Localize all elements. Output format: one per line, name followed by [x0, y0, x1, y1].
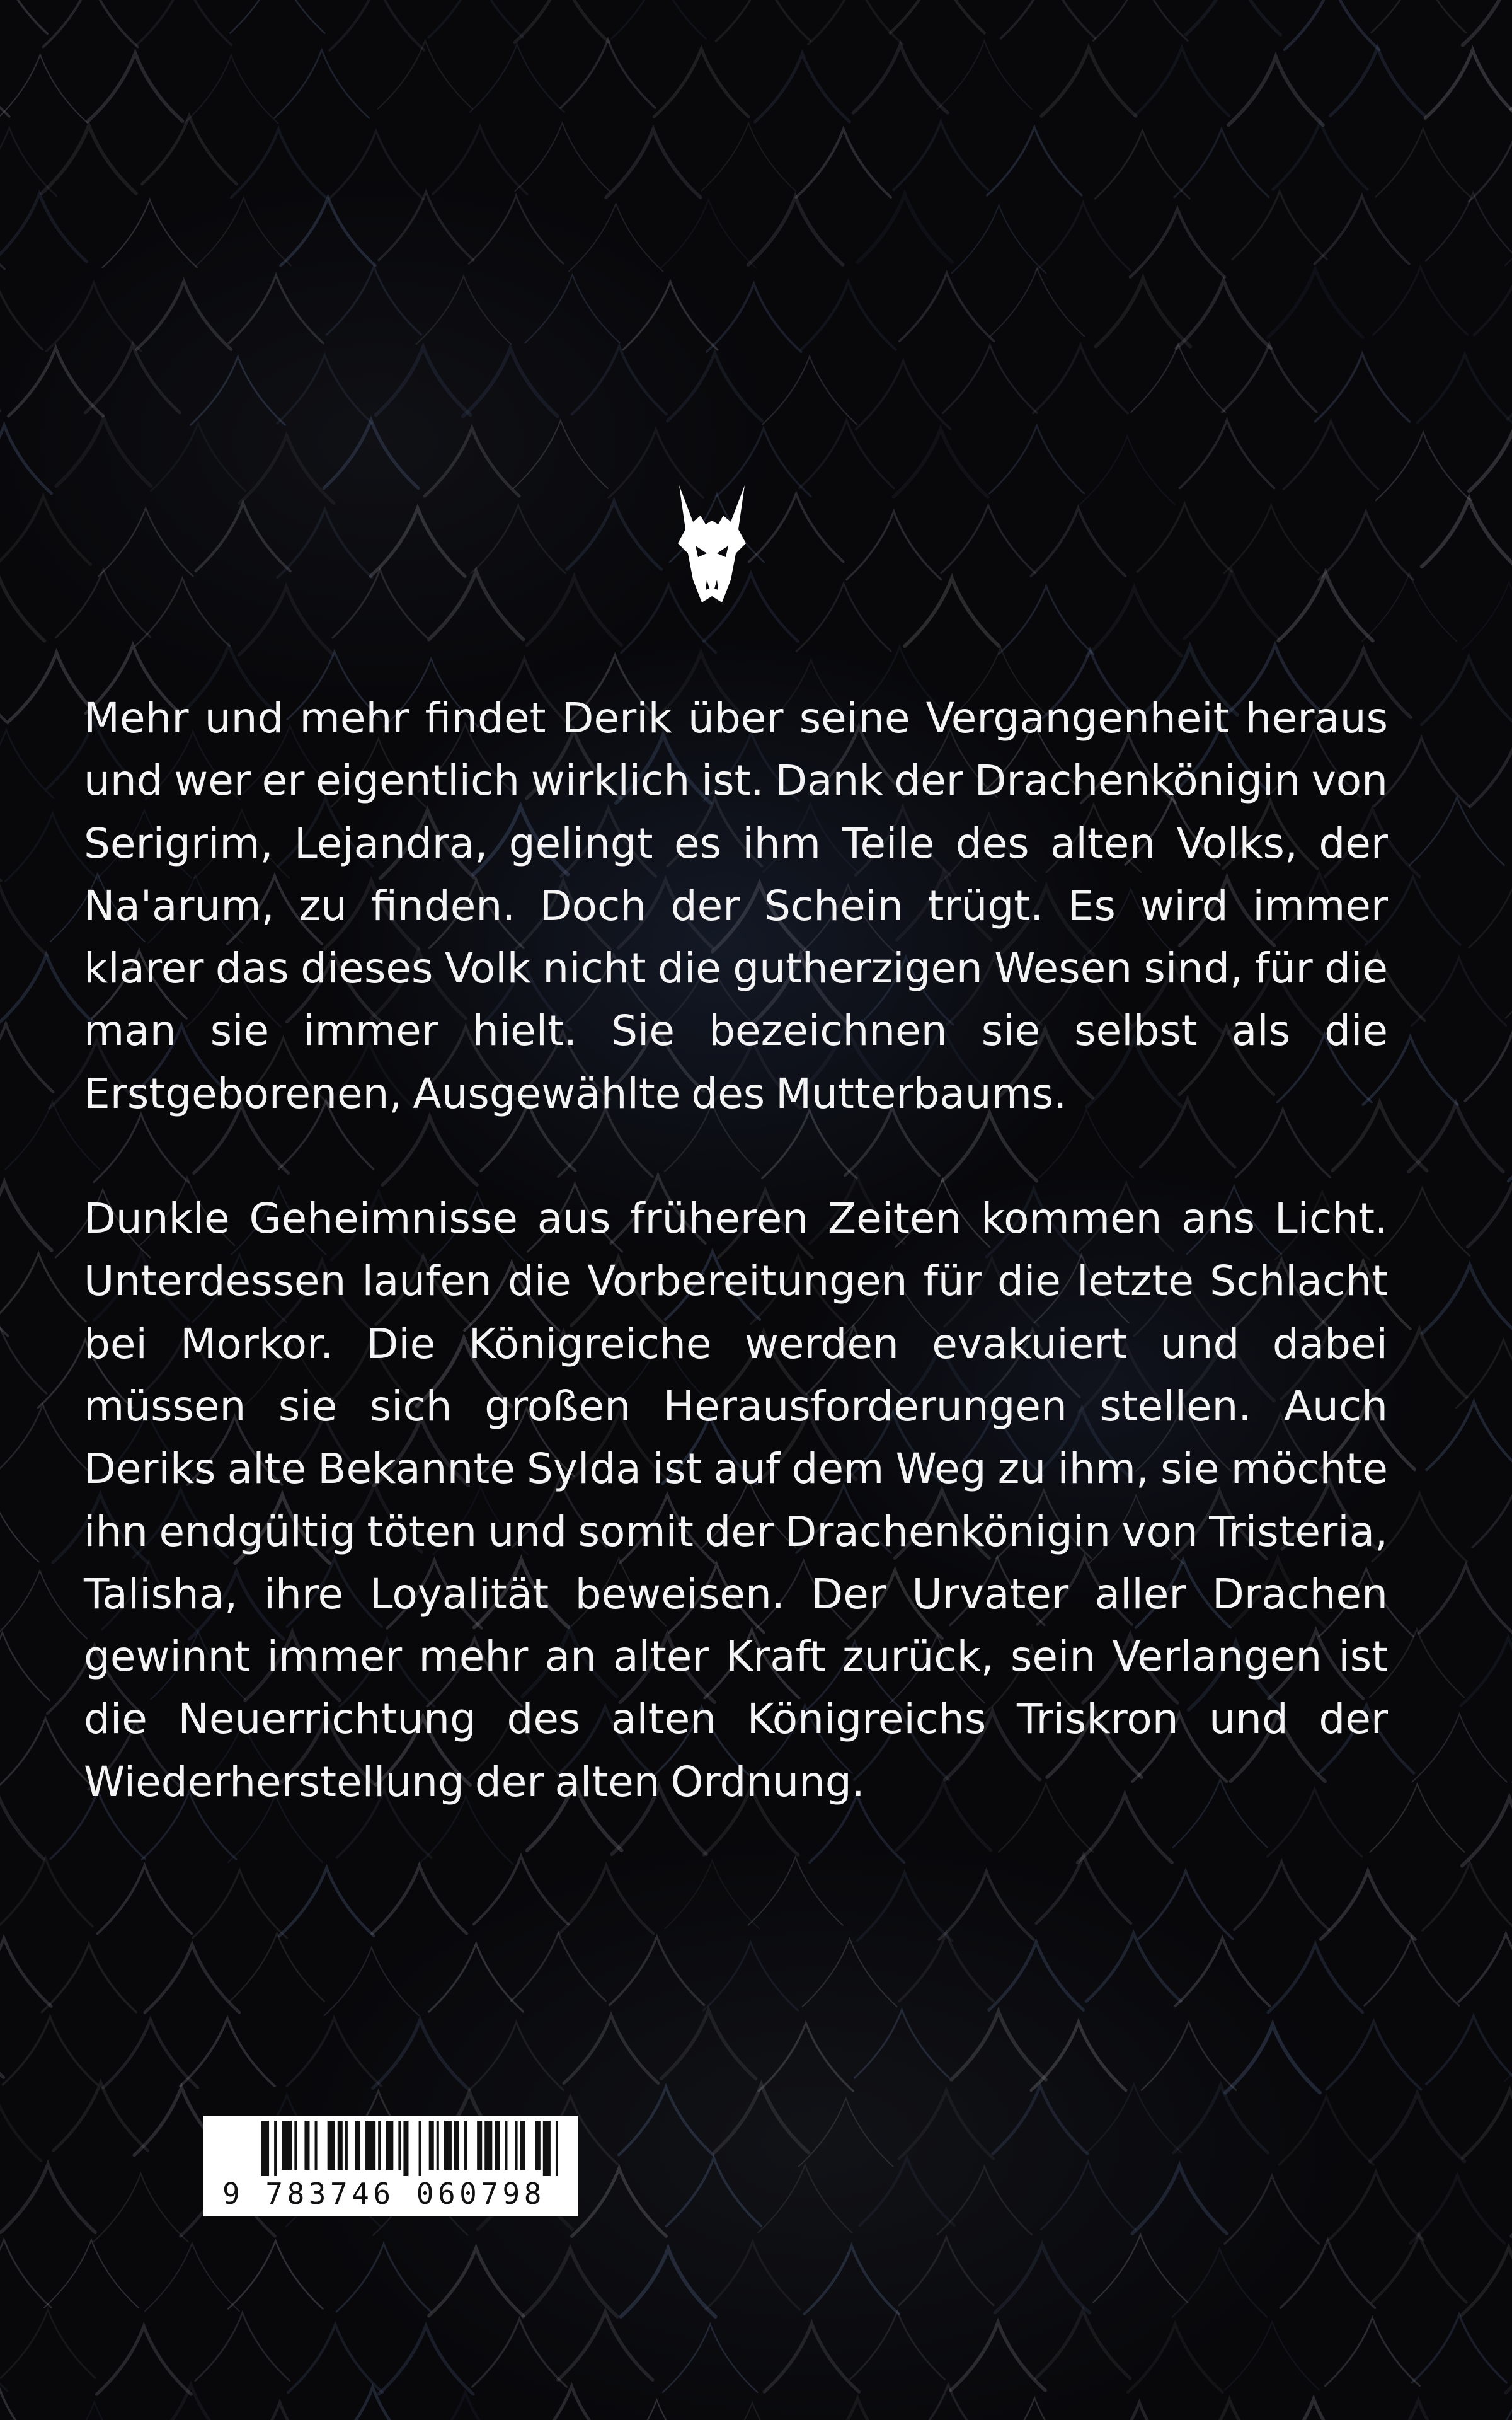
barcode-bars: [261, 2121, 561, 2176]
blurb-paragraph-1: Mehr und mehr findet Derik über seine Vergangenheit heraus und wer er eigentlich wirklich ist. Dank der Drachenkönigin von Serigrim, Lejandra, gelingt es ihm Teile des alten Volks, der Na'arum, zu finden. Doch der Schein trügt. Es wird immer klarer das dieses Volk nicht die gutherzigen Wesen sind, für die man sie immer hielt. Sie bezeichnen sie selbst als die Erstgeborenen, Ausgewählte des Mutterbaums.: [84, 694, 1388, 1118]
isbn-barcode: [203, 2116, 578, 2216]
dragon-head-icon: [668, 485, 756, 605]
blurb-paragraph-2: Dunkle Geheimnisse aus früheren Zeiten kommen ans Licht. Unterdessen laufen die Vorbereitungen für die letzte Schlacht bei Morkor. Die Königreiche werden evakuiert und dabei müssen sie sich großen Herausforderungen stellen. Auch Deriks alte Bekannte Sylda ist auf dem Weg zu ihm, sie möchte ihn endgültig töten und somit der Drachenkönigin von Tristeria, Talisha, ihre Loyalität beweisen. Der Urvater aller Drachen gewinnt immer mehr an alter Kraft zurück, sein Verlangen ist die Neuerrichtung des alten Königreichs Triskron und der Wiederherstellung der alten Ordnung.: [84, 1194, 1388, 1806]
barcode-digits: 9 783746 060798: [222, 2177, 546, 2211]
blurb-text: [84, 687, 1388, 1813]
